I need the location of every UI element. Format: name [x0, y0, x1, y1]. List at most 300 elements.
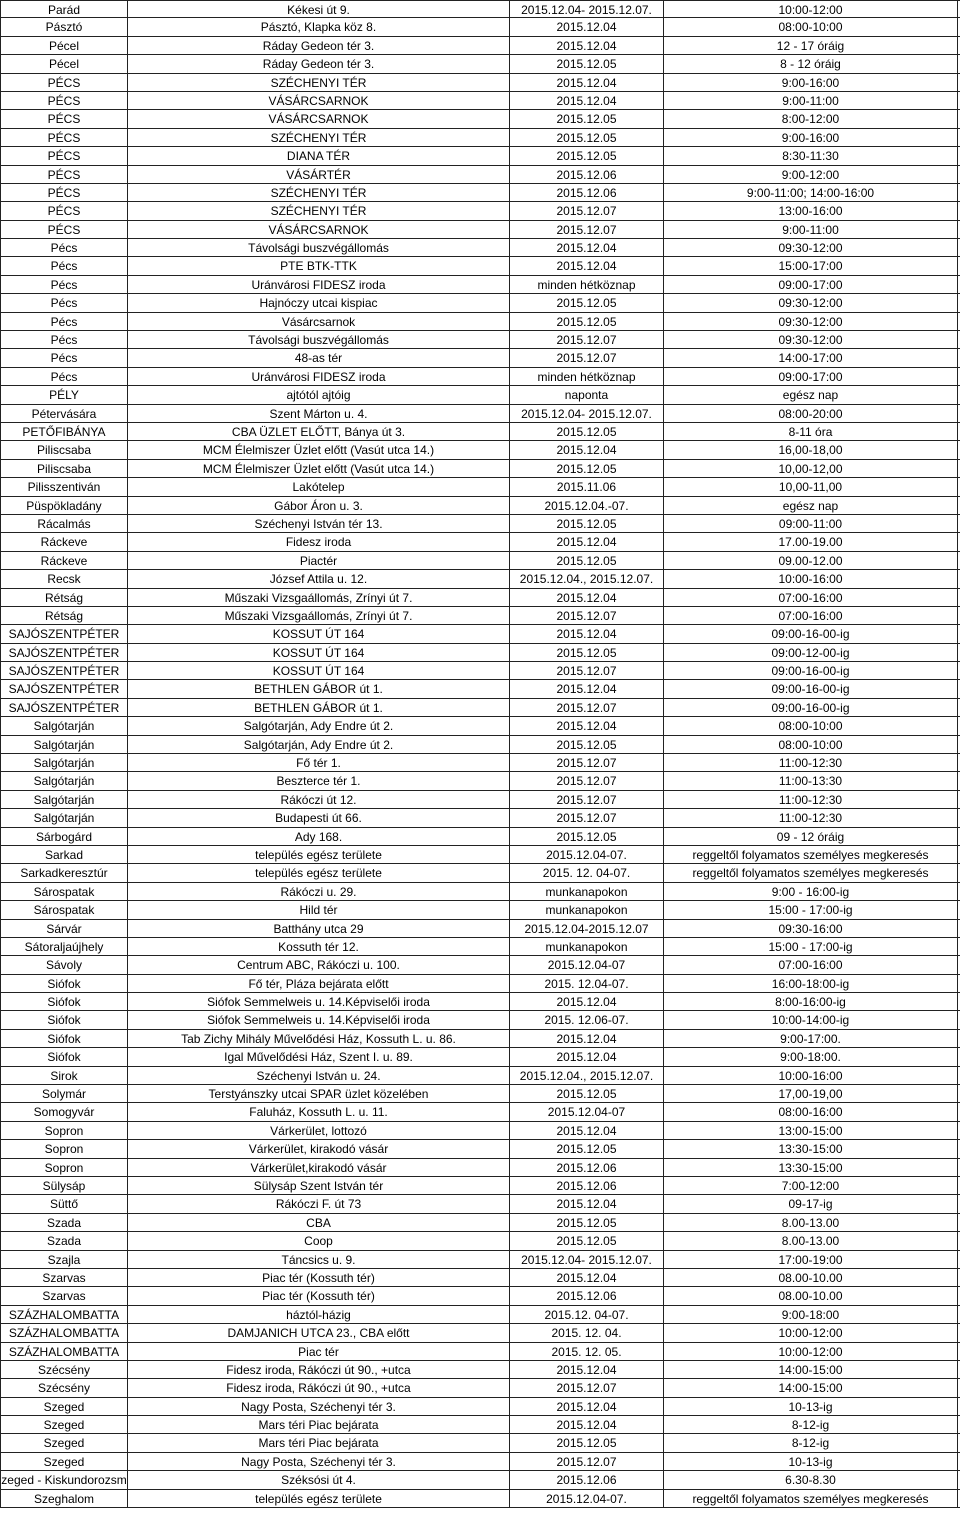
date-cell: 2015.12.04 — [510, 1195, 664, 1212]
date-cell: 2015.12.07 — [510, 221, 664, 238]
time-cell: 11:00-12:30 — [664, 754, 958, 771]
place-cell: Távolsági buszvégállomás — [128, 239, 510, 256]
time-cell: 08.00-10.00 — [664, 1287, 958, 1304]
place-cell: Várkerület, kirakodó vásár — [128, 1140, 510, 1157]
place-cell: SZÉCHENYI TÉR — [128, 202, 510, 219]
city-cell: Szarvas — [0, 1269, 128, 1286]
table-row — [0, 129, 960, 147]
table-row — [0, 1214, 960, 1232]
time-cell: 08:00-10:00 — [664, 717, 958, 734]
city-cell: Salgótarján — [0, 772, 128, 789]
city-cell: Sávoly — [0, 956, 128, 973]
city-cell: Sarkadkeresztúr — [0, 864, 128, 881]
place-cell: KOSSUT ÚT 164 — [128, 644, 510, 661]
city-cell: PÉCS — [0, 221, 128, 238]
table-row — [0, 736, 960, 754]
time-cell: 09:00-11:00 — [664, 515, 958, 532]
place-cell: Batthány utca 29 — [128, 920, 510, 937]
time-cell: 8 - 12 óráig — [664, 55, 958, 72]
city-cell: PÉCS — [0, 74, 128, 91]
city-cell: Szeged — [0, 1416, 128, 1433]
date-cell: 2015.12.04 — [510, 1361, 664, 1378]
date-cell: 2015.12.04.-07. — [510, 497, 664, 514]
table-row — [0, 37, 960, 55]
city-cell: Siófok — [0, 975, 128, 992]
time-cell: 10:00-12:00 — [664, 1, 958, 17]
place-cell: Fő tér 1. — [128, 754, 510, 771]
city-cell: PETŐFIBÁNYA — [0, 423, 128, 440]
place-cell: Salgótarján, Ady Endre út 2. — [128, 736, 510, 753]
date-cell: 2015.12.04-2015.12.07 — [510, 920, 664, 937]
date-cell: 2015.12.06 — [510, 1177, 664, 1194]
place-cell: település egész területe — [128, 1490, 510, 1507]
city-cell: Rácalmás — [0, 515, 128, 532]
time-cell: 17:00-19:00 — [664, 1251, 958, 1268]
city-cell: Parád — [0, 1, 128, 17]
table-row — [0, 294, 960, 312]
table-row — [0, 1085, 960, 1103]
place-cell: SZÉCHENYI TÉR — [128, 129, 510, 146]
table-row — [0, 1379, 960, 1397]
date-cell: 2015.12.04 — [510, 441, 664, 458]
city-cell: zeged - Kiskundorozsm — [1, 1473, 127, 1488]
table-row — [0, 55, 960, 73]
date-cell: 2015.12.04- 2015.12.07. — [510, 1251, 664, 1268]
place-cell: Beszterce tér 1. — [128, 772, 510, 789]
place-cell: Piac tér (Kossuth tér) — [128, 1269, 510, 1286]
time-cell: 7:00-12:00 — [664, 1177, 958, 1194]
table-row — [0, 607, 960, 625]
table-row — [0, 1140, 960, 1158]
date-cell: 2015.12.04 — [510, 680, 664, 697]
table-row — [0, 1195, 960, 1213]
place-cell: Siófok Semmelweis u. 14.Képviselői iroda — [128, 1011, 510, 1028]
table-row — [0, 1471, 960, 1489]
table-row — [0, 349, 960, 367]
date-cell: 2015.12.05 — [510, 423, 664, 440]
place-cell: PTE BTK-TTK — [128, 257, 510, 274]
date-cell: 2015.12.05 — [510, 1085, 664, 1102]
time-cell: 09:30-12:00 — [664, 239, 958, 256]
date-cell: munkanapokon — [510, 901, 664, 918]
place-cell: Piac tér (Kossuth tér) — [128, 1287, 510, 1304]
table-row — [0, 828, 960, 846]
city-cell: SAJÓSZENTPÉTER — [0, 699, 128, 716]
date-cell: 2015. 12.04-07. — [510, 975, 664, 992]
table-row — [0, 515, 960, 533]
place-cell: Mars téri Piac bejárata — [128, 1416, 510, 1433]
city-cell: Pécs — [0, 313, 128, 330]
time-cell: 10:00-14:00-ig — [664, 1011, 958, 1028]
table-row — [0, 313, 960, 331]
time-cell: 09:00-17:00 — [664, 368, 958, 385]
date-cell: 2015.12.04-07 — [510, 956, 664, 973]
place-cell: MCM Élelmiszer Üzlet előtt (Vasút utca 14.) — [128, 460, 510, 477]
date-cell: 2015.12.06 — [510, 184, 664, 201]
city-cell: Pécs — [0, 276, 128, 293]
table-row — [0, 864, 960, 882]
table-row — [0, 405, 960, 423]
time-cell: 08:00-10:00 — [664, 18, 958, 35]
table-row — [0, 1103, 960, 1121]
place-cell: MCM Élelmiszer Üzlet előtt (Vasút utca 14.) — [128, 441, 510, 458]
time-cell: 14:00-17:00 — [664, 349, 958, 366]
date-cell: 2015.12.04 — [510, 533, 664, 550]
time-cell: 13:00-16:00 — [664, 202, 958, 219]
time-cell: 8-11 óra — [664, 423, 958, 440]
date-cell: munkanapokon — [510, 938, 664, 955]
time-cell: 10:00-16:00 — [664, 1067, 958, 1084]
table-row — [0, 92, 960, 110]
city-cell: Piliscsaba — [0, 441, 128, 458]
date-cell: 2015.12.04 — [510, 993, 664, 1010]
time-cell: 09:00-16-00-ig — [664, 662, 958, 679]
date-cell: 2015.12.04 — [510, 1048, 664, 1065]
time-cell: 8:00-12:00 — [664, 110, 958, 127]
city-cell: Pécs — [0, 331, 128, 348]
city-cell: Szajla — [0, 1251, 128, 1268]
place-cell: 48-as tér — [128, 349, 510, 366]
date-cell: 2015.12.04-07. — [510, 1490, 664, 1507]
city-cell: Szada — [0, 1214, 128, 1231]
city-cell: Sopron — [0, 1122, 128, 1139]
date-cell: 2015.12.04 — [510, 239, 664, 256]
city-cell: Piliscsaba — [0, 460, 128, 477]
date-cell: 2015.12.04 — [510, 589, 664, 606]
date-cell: 2015.12.04 — [510, 257, 664, 274]
date-cell: 2015.12.06 — [510, 1471, 664, 1488]
city-cell: Pécs — [0, 239, 128, 256]
place-cell: Igal Művelődési Ház, Szent I. u. 89. — [128, 1048, 510, 1065]
date-cell: minden hétköznap — [510, 368, 664, 385]
date-cell: 2015. 12. 04. — [510, 1324, 664, 1341]
city-cell: Szécsény — [0, 1379, 128, 1396]
date-cell: 2015.12.04 — [510, 625, 664, 642]
table-row — [0, 846, 960, 864]
city-cell: Sirok — [0, 1067, 128, 1084]
date-cell: 2015.12.05 — [510, 828, 664, 845]
time-cell: 9:00-18:00. — [664, 1048, 958, 1065]
time-cell: 09.00-12.00 — [664, 552, 958, 569]
table-row — [0, 1306, 960, 1324]
place-cell: VÁSÁRCSARNOK — [128, 110, 510, 127]
place-cell: ajtótól ajtóig — [128, 386, 510, 403]
date-cell: 2015.12.05 — [510, 110, 664, 127]
date-cell: 2015.12.07 — [510, 1453, 664, 1470]
place-cell: DAMJANICH UTCA 23., CBA előtt — [128, 1324, 510, 1341]
table-row — [0, 1361, 960, 1379]
table-row — [0, 184, 960, 202]
time-cell: 08:00-20:00 — [664, 405, 958, 422]
time-cell: 07:00-16:00 — [664, 589, 958, 606]
time-cell: egész nap — [664, 497, 958, 514]
table-row — [0, 460, 960, 478]
place-cell: Szent Márton u. 4. — [128, 405, 510, 422]
time-cell: 17.00-19.00 — [664, 533, 958, 550]
city-cell: Pécs — [0, 349, 128, 366]
place-cell: Fidesz iroda, Rákóczi út 90., +utca — [128, 1361, 510, 1378]
time-cell: 14:00-15:00 — [664, 1379, 958, 1396]
time-cell: 8-12-ig — [664, 1416, 958, 1433]
time-cell: 16,00-18,00 — [664, 441, 958, 458]
table-row — [0, 772, 960, 790]
city-cell: Pécs — [0, 294, 128, 311]
table-row — [0, 478, 960, 496]
city-cell: PÉCS — [0, 147, 128, 164]
city-cell: Pécel — [0, 55, 128, 72]
place-cell: KOSSUT ÚT 164 — [128, 625, 510, 642]
city-cell: Szécsény — [0, 1361, 128, 1378]
city-cell: PÉCS — [0, 166, 128, 183]
table-row — [0, 625, 960, 643]
place-cell: BETHLEN GÁBOR út 1. — [128, 680, 510, 697]
place-cell: SZÉCHENYI TÉR — [128, 74, 510, 91]
city-cell: SAJÓSZENTPÉTER — [0, 662, 128, 679]
place-cell: VÁSÁRTÉR — [128, 166, 510, 183]
time-cell: 9:00 - 16:00-ig — [664, 883, 958, 900]
time-cell: reggeltől folyamatos személyes megkeresés — [664, 864, 958, 881]
city-cell: PÉCS — [0, 110, 128, 127]
place-cell: Lakótelep — [128, 478, 510, 495]
date-cell: 2015.12.04 — [510, 18, 664, 35]
place-cell: József Attila u. 12. — [128, 570, 510, 587]
table-row — [0, 662, 960, 680]
time-cell: 10-13-ig — [664, 1398, 958, 1415]
city-cell: Salgótarján — [0, 736, 128, 753]
city-cell: Ráckeve — [0, 533, 128, 550]
city-cell: Siófok — [0, 1011, 128, 1028]
city-cell: SZÁZHALOMBATTA — [0, 1343, 128, 1360]
date-cell: 2015.12.05 — [510, 1232, 664, 1249]
place-cell: Pásztó, Klapka köz 8. — [128, 18, 510, 35]
city-cell: Pécel — [0, 37, 128, 54]
time-cell: 09 - 12 óráig — [664, 828, 958, 845]
time-cell: 09:00-16-00-ig — [664, 699, 958, 716]
table-row — [0, 1287, 960, 1305]
table-row — [0, 368, 960, 386]
time-cell: 11:00-13:30 — [664, 772, 958, 789]
time-cell: 09:30-12:00 — [664, 331, 958, 348]
time-cell: 8.00-13.00 — [664, 1232, 958, 1249]
time-cell: 10:00-16:00 — [664, 570, 958, 587]
place-cell: Rákóczi u. 29. — [128, 883, 510, 900]
date-cell: 2015. 12. 04-07. — [510, 864, 664, 881]
place-cell: Széchenyi István tér 13. — [128, 515, 510, 532]
table-row — [0, 1011, 960, 1029]
time-cell: 09:00-12-00-ig — [664, 644, 958, 661]
table-row — [0, 920, 960, 938]
place-cell: Coop — [128, 1232, 510, 1249]
place-cell: DIANA TÉR — [128, 147, 510, 164]
time-cell: 9:00-16:00 — [664, 129, 958, 146]
place-cell: Műszaki Vizsgaállomás, Zrínyi út 7. — [128, 589, 510, 606]
date-cell: 2015.12.06 — [510, 1287, 664, 1304]
table-row — [0, 1067, 960, 1085]
place-cell: település egész területe — [128, 864, 510, 881]
table-row — [0, 239, 960, 257]
city-cell: Sátoraljaújhely — [0, 938, 128, 955]
city-cell: Siófok — [0, 993, 128, 1010]
place-cell: Ady 168. — [128, 828, 510, 845]
city-cell: Szeged — [0, 1398, 128, 1415]
date-cell: 2015.12.07 — [510, 809, 664, 826]
time-cell: reggeltől folyamatos személyes megkeresés — [664, 1490, 958, 1507]
city-cell: Rétság — [0, 589, 128, 606]
table-row — [0, 1343, 960, 1361]
place-cell: Faluház, Kossuth L. u. 11. — [128, 1103, 510, 1120]
date-cell: 2015.12.05 — [510, 1434, 664, 1451]
city-cell: Szeged — [0, 1453, 128, 1470]
place-cell: Uránvárosi FIDESZ iroda — [128, 368, 510, 385]
table-row — [0, 699, 960, 717]
table-row — [0, 1269, 960, 1287]
date-cell: 2015.12.04- 2015.12.07. — [510, 1, 664, 17]
place-cell: Táncsics u. 9. — [128, 1251, 510, 1268]
date-cell: 2015.12.07 — [510, 607, 664, 624]
date-cell: 2015.12.04- 2015.12.07. — [510, 405, 664, 422]
place-cell: Piac tér — [128, 1343, 510, 1360]
time-cell: 09-17-ig — [664, 1195, 958, 1212]
date-cell: 2015.12.04-07 — [510, 1103, 664, 1120]
time-cell: 9:00-11:00 — [664, 92, 958, 109]
time-cell: 09:30-16:00 — [664, 920, 958, 937]
table-row — [0, 276, 960, 294]
date-cell: 2015.12.07 — [510, 754, 664, 771]
city-cell: Pilisszentiván — [0, 478, 128, 495]
date-cell: 2015.12.05 — [510, 460, 664, 477]
date-cell: 2015.12.04 — [510, 1122, 664, 1139]
date-cell: 2015.12.04 — [510, 1030, 664, 1047]
time-cell: 6.30-8.30 — [664, 1471, 958, 1488]
table-row — [0, 901, 960, 919]
city-cell: Sülysáp — [0, 1177, 128, 1194]
city-cell: Sárospatak — [0, 883, 128, 900]
time-cell: 9:00-11:00 — [664, 221, 958, 238]
date-cell: 2015.12.04 — [510, 717, 664, 734]
city-cell: SZÁZHALOMBATTA — [0, 1324, 128, 1341]
city-cell: Sopron — [0, 1159, 128, 1176]
place-cell: Ráday Gedeon tér 3. — [128, 37, 510, 54]
date-cell: 2015.12.05 — [510, 313, 664, 330]
time-cell: 08:00-10:00 — [664, 736, 958, 753]
table-row — [0, 331, 960, 349]
date-cell: 2015.12.05 — [510, 552, 664, 569]
date-cell: 2015.12.07 — [510, 202, 664, 219]
date-cell: 2015.12.05 — [510, 55, 664, 72]
date-cell: 2015.12.04 — [510, 74, 664, 91]
place-cell: Nagy Posta, Széchenyi tér 3. — [128, 1453, 510, 1470]
city-cell: Sárospatak — [0, 901, 128, 918]
city-cell: Szeged — [0, 1434, 128, 1451]
date-cell: 2015.12.07 — [510, 772, 664, 789]
place-cell: Kékesi út 9. — [128, 1, 510, 17]
date-cell: 2015.12.07 — [510, 1379, 664, 1396]
table-row — [0, 1048, 960, 1066]
time-cell: 13:30-15:00 — [664, 1159, 958, 1176]
table-row — [0, 1324, 960, 1342]
table-row — [0, 809, 960, 827]
date-cell: 2015.12.05 — [510, 644, 664, 661]
table-row — [0, 1453, 960, 1471]
place-cell: Rákóczi út 12. — [128, 791, 510, 808]
city-cell: Szeghalom — [0, 1490, 128, 1507]
place-cell: Fidesz iroda — [128, 533, 510, 550]
table-row — [0, 497, 960, 515]
place-cell: VÁSÁRCSARNOK — [128, 221, 510, 238]
date-cell: 2015.12.05 — [510, 147, 664, 164]
time-cell: 9:00-12:00 — [664, 166, 958, 183]
date-cell: 2015. 12.06-07. — [510, 1011, 664, 1028]
city-cell: Solymár — [0, 1085, 128, 1102]
table-row — [0, 1490, 960, 1508]
place-cell: Terstyánszky utcai SPAR üzlet közelében — [128, 1085, 510, 1102]
place-cell: KOSSUT ÚT 164 — [128, 662, 510, 679]
time-cell: 09:00-16-00-ig — [664, 680, 958, 697]
time-cell: 09:30-12:00 — [664, 313, 958, 330]
table-row — [0, 956, 960, 974]
place-cell: CBA ÜZLET ELŐTT, Bánya út 3. — [128, 423, 510, 440]
place-cell: VÁSÁRCSARNOK — [128, 92, 510, 109]
table-row — [0, 18, 960, 36]
table-row — [0, 993, 960, 1011]
place-cell: Széksósi út 4. — [128, 1471, 510, 1488]
time-cell: 08.00-10.00 — [664, 1269, 958, 1286]
city-cell: Recsk — [0, 570, 128, 587]
city-cell: Sárbogárd — [0, 828, 128, 845]
table-row — [0, 570, 960, 588]
table-row — [0, 147, 960, 165]
date-cell: 2015.12.04., 2015.12.07. — [510, 1067, 664, 1084]
table-row — [0, 1030, 960, 1048]
table-row — [0, 1398, 960, 1416]
place-cell: Ráday Gedeon tér 3. — [128, 55, 510, 72]
city-cell: Somogyvár — [0, 1103, 128, 1120]
time-cell: 17,00-19,00 — [664, 1085, 958, 1102]
table-row — [0, 1416, 960, 1434]
table-row — [0, 1122, 960, 1140]
place-cell: Salgótarján, Ady Endre út 2. — [128, 717, 510, 734]
date-cell: 2015.12.05 — [510, 1140, 664, 1157]
date-cell: minden hétköznap — [510, 276, 664, 293]
place-cell: Gábor Áron u. 3. — [128, 497, 510, 514]
date-cell: 2015.12. 04-07. — [510, 1306, 664, 1323]
time-cell: 13:00-15:00 — [664, 1122, 958, 1139]
table-row — [0, 1159, 960, 1177]
time-cell: reggeltől folyamatos személyes megkeresés — [664, 846, 958, 863]
table-row — [0, 938, 960, 956]
time-cell: 10:00-12:00 — [664, 1343, 958, 1360]
table-row — [0, 386, 960, 404]
city-cell: Sarkad — [0, 846, 128, 863]
city-cell: Pécs — [0, 368, 128, 385]
date-cell: 2015.12.06 — [510, 166, 664, 183]
time-cell: 09:00-16-00-ig — [664, 625, 958, 642]
city-cell: PÉCS — [0, 184, 128, 201]
table-row — [0, 533, 960, 551]
table-row — [0, 552, 960, 570]
time-cell: 11:00-12:30 — [664, 809, 958, 826]
time-cell: 10:00-12:00 — [664, 1324, 958, 1341]
city-cell: SAJÓSZENTPÉTER — [0, 644, 128, 661]
place-cell: Piactér — [128, 552, 510, 569]
place-cell: Hajnóczy utcai kispiac — [128, 294, 510, 311]
date-cell: 2015.12.05 — [510, 129, 664, 146]
city-cell: SZÁZHALOMBATTA — [0, 1306, 128, 1323]
time-cell: 16:00-18:00-ig — [664, 975, 958, 992]
date-cell: 2015.12.05 — [510, 515, 664, 532]
time-cell: 09:00-17:00 — [664, 276, 958, 293]
time-cell: 13:30-15:00 — [664, 1140, 958, 1157]
